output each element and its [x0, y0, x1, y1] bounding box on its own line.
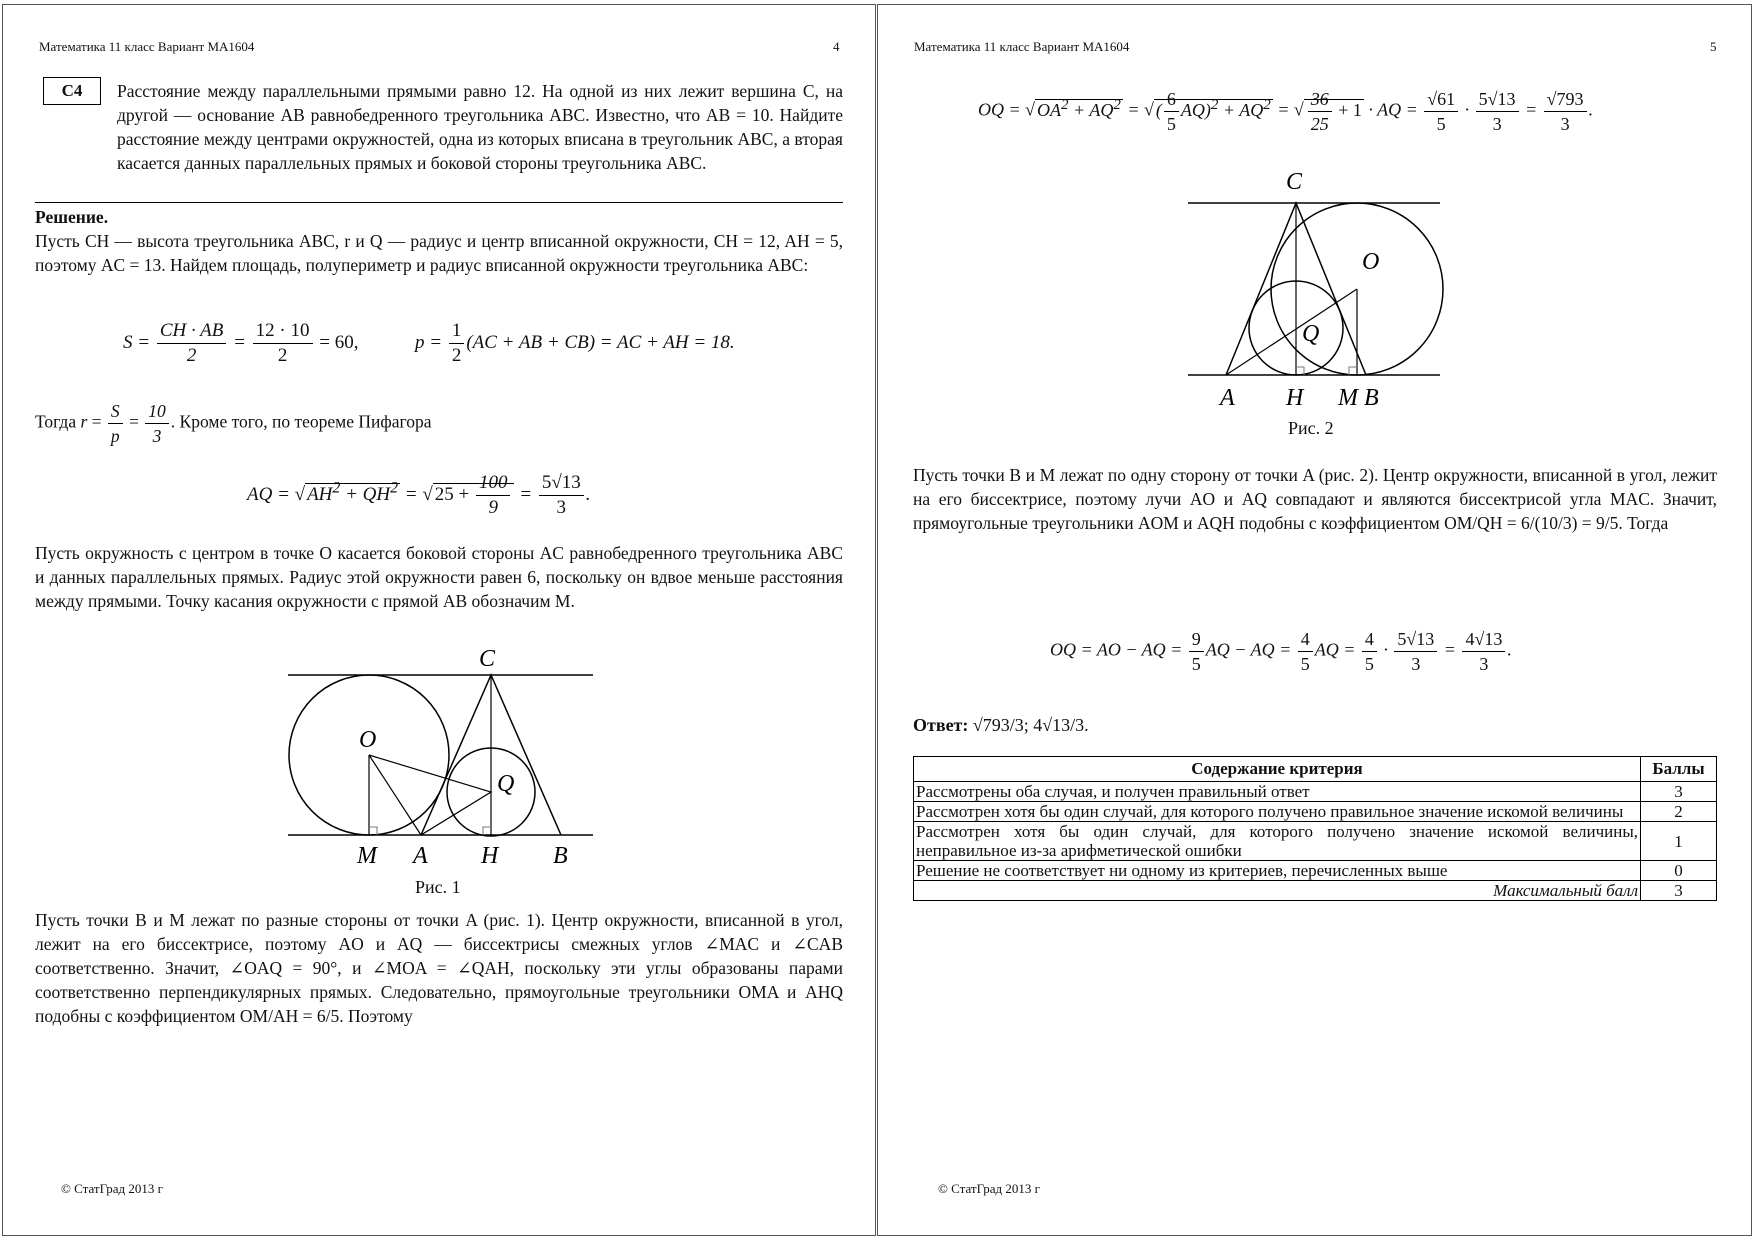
label-o: O: [1362, 249, 1380, 275]
points-cell: 3: [1641, 782, 1717, 802]
label-h: H: [481, 843, 499, 869]
figure-1: [273, 635, 613, 873]
task-text: Расстояние между параллельными прямыми равно 12. На одной из них лежит вершина C, на другой — основание AB равнобедренного треугольника ABC. Известно, что AB = 10. Найдите расстояние между центрами окружностей, одна из которых вписана в треугольник ABC, а вторая касается данных параллельных прямых и боковой стороны треугольника ABC.: [117, 81, 843, 173]
solution-paragraph-2: Пусть окружность с центром в точке O касается боковой стороны AC равнобедренного треугольника ABC и данных параллельных прямых. Радиус этой окружности равен 6, поскольку он вдвое меньше расстояния между прямыми. Точку касания окружности с прямой AB обозначим M.: [35, 543, 843, 611]
solution-paragraph-3: Пусть точки B и M лежат по разные стороны от точки A (рис. 1). Центр окружности, вписанной в угол, лежит на его биссектрисе, поэтому AO и AQ — биссектрисы смежных углов ∠MAC и ∠CAB соответственно. Значит, ∠OAQ = 90°, и ∠MOA = ∠QAH, поскольку эти углы образованы парами соответственно перпендикулярных прямых. Следовательно, прямоугольные треугольники OMA и AHQ подобны с коэффициентом OM/AH = 6/5. Поэтому: [35, 910, 843, 1026]
figure-2-caption: Рис. 2: [1288, 418, 1334, 438]
label-m: M: [1338, 385, 1358, 411]
criteria-table: [913, 756, 1717, 901]
divider: [35, 202, 843, 203]
left-page: [2, 4, 876, 1236]
answer-value: √793/3; 4√13/3.: [972, 715, 1089, 735]
criterion-cell: Рассмотрен хотя бы один случай, для которого получено правильное значение искомой величины: [914, 802, 1641, 822]
header-criterion: Содержание критерия: [914, 757, 1641, 782]
right-angle-h: [483, 827, 491, 835]
then-r-line: Тогда r = $\frac{S}{p}$ = $\frac{10}{3}$ . Кроме того, по теореме Пифагора: [35, 401, 432, 446]
formula-oq-2: OQ = AO − AQ = $\frac{9}{5}$ AQ − AQ = $\frac{4}{5}$ AQ = $\frac{4}{5}$ · $\frac{5√13}{3}$ = $\frac{4√13}{3}$ .: [1050, 629, 1512, 674]
bisector-ao: [1226, 289, 1357, 375]
solution-paragraph-4: Пусть точки B и M лежат по одну сторону от точки A (рис. 2). Центр окружности, вписанной в угол, лежит на его биссектрисе, поэтому лучи AO и AQ совпадают и являются биссектрисой угла MAC. Значит, прямоугольные треугольники AOM и AQH подобны с коэффициентом OM/QH = 6/(10/3) = 9/5. Тогда: [913, 465, 1717, 533]
criterion-cell: Рассмотрен хотя бы один случай, для которого получено значение искомой величины, неправильное из-за арифметической ошибки: [914, 822, 1641, 861]
page-number: 4: [833, 39, 840, 54]
label-a: A: [413, 843, 428, 869]
label-q: Q: [1302, 321, 1320, 347]
figure-1-caption: Рис. 1: [415, 877, 461, 897]
table-max-row: [914, 881, 1717, 901]
right-angle-m: [369, 827, 377, 835]
figure-2: [1178, 157, 1448, 417]
label-a: A: [1220, 385, 1235, 411]
right-angle-m: [1349, 367, 1357, 375]
label-c: C: [479, 646, 496, 672]
label-q: Q: [497, 771, 515, 797]
label-b: B: [553, 843, 568, 869]
points-cell: 0: [1641, 861, 1717, 881]
points-cell: 1: [1641, 822, 1717, 861]
formula-aq: AQ = √ $AH^2 + QH^2$ = √ 25 + $\frac{100}{9}$ = $\frac{5√13}{3}$ .: [247, 472, 591, 518]
page-footer: © СтатГрад 2013 г: [938, 1181, 1040, 1196]
max-score-label: Максимальный балл: [914, 881, 1641, 901]
label-h: H: [1286, 385, 1304, 411]
points-cell: 2: [1641, 802, 1717, 822]
page-header: Математика 11 класс Вариант МА1604: [39, 39, 255, 54]
label-b: B: [1364, 385, 1379, 411]
page-footer: © СтатГрад 2013 г: [61, 1181, 163, 1196]
table-row: [914, 822, 1717, 861]
right-page: [877, 4, 1752, 1236]
solution-title: Решение.: [35, 207, 109, 227]
page-header: Математика 11 класс Вариант МА1604: [914, 39, 1130, 54]
answer-line: [913, 713, 1089, 737]
solution-paragraph-1: Пусть CH — высота треугольника ABC, r и Q — радиус и центр вписанной окружности, CH = 12, AH = 5, поэтому AC = 13. Найдем площадь, полупериметр и радиус вписанной окружности треугольника ABC:: [35, 231, 843, 275]
label-o: O: [359, 727, 377, 753]
table-row: [914, 782, 1717, 802]
page-number: 5: [1710, 39, 1717, 54]
formula-oq-1: OQ = √ $OA^2 + AQ^2$ = √ ( $\frac{6}{5}$ $AQ)^2 + AQ^2$ = √ $\frac{36}{25}$ + 1 · AQ = $\frac{√61}{5}$ · $\frac{5√13}{3}$ = $\frac{√793}{3}$ .: [978, 89, 1594, 134]
label-m: M: [357, 843, 377, 869]
answer-label: Ответ:: [913, 715, 969, 735]
table-header-row: [914, 757, 1717, 782]
task-label: С4: [43, 77, 101, 105]
triangle-oaq: [369, 755, 491, 835]
table-row: [914, 861, 1717, 881]
label-c: C: [1286, 169, 1303, 195]
table-row: [914, 802, 1717, 822]
max-score-value: 3: [1641, 881, 1717, 901]
header-points: Баллы: [1641, 757, 1717, 782]
criterion-cell: Рассмотрены оба случая, и получен правильный ответ: [914, 782, 1641, 802]
formula-semiperimeter: p = $\frac{1}{2}$ (AC + AB + CB) = AC + AH = 18.: [415, 320, 735, 366]
formula-area: S = $\frac{CH \cdot AB}{2}$ = $\frac{12 \cdot 10}{2}$ = 60,: [123, 320, 359, 366]
criterion-cell: Решение не соответствует ни одному из критериев, перечисленных выше: [914, 861, 1641, 881]
